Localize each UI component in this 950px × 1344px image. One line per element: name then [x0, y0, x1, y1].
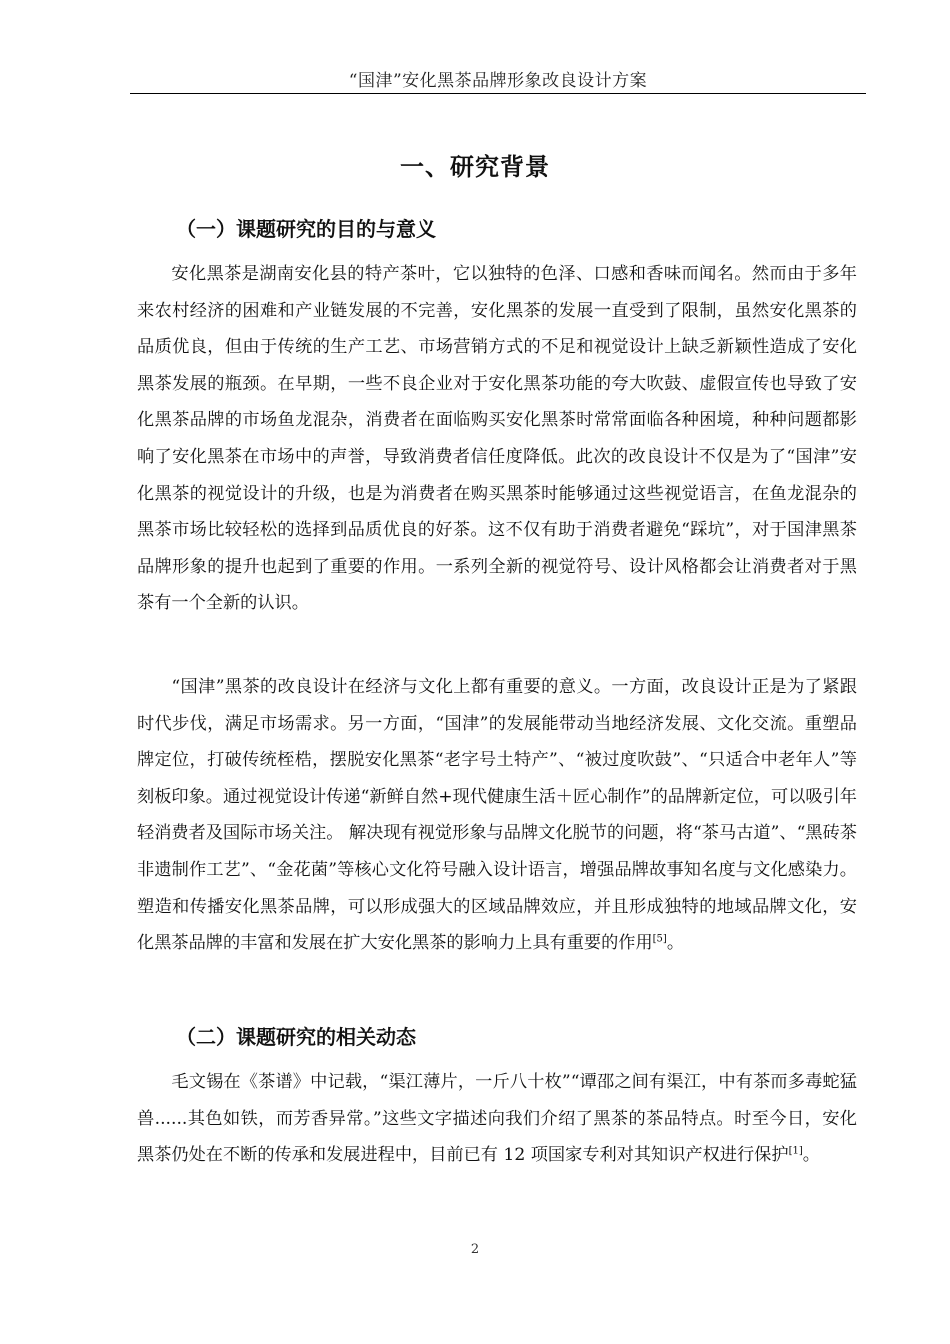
- page-number: 2: [470, 1242, 480, 1257]
- body-paragraph-2-text: “国津”黑茶的改良设计在经济与文化上都有重要的意义。一方面，改良设计正是为了紧跟时代步伐，满足市场需求。另一方面，“国津”的发展能带动当地经济发展、文化交流。重塑品牌定位，打破传统桎梏，摆脱安化黑茶“老字号土特产”、“被过度吹鼓”、“只适合中老年人”等刻板印象。通过视觉设计传递“新鲜自然+现代健康生活＋匠心制作”的品牌新定位，可以吸引年轻消费者及国际市场关注。 解决现有视觉形象与品牌文化脱节的问题，将“茶马古道”、“黑砖茶非遗制作工艺”、“金花菌”等核心文化符号融入设计语言，增强品牌故事知名度与文化感染力。塑造和传播安化黑茶品牌，可以形成强大的区域品牌效应，并且形成独特的地域品牌文化，安化黑茶品牌的丰富和发展在扩大安化黑茶的影响力上具有重要的作用: [137, 677, 857, 954]
- header-rule: [130, 93, 866, 94]
- body-paragraph-3-end: 。: [802, 1145, 820, 1166]
- citation-ref-1[interactable]: [1]: [788, 1145, 803, 1157]
- running-header: “国津”安化黑茶品牌形象改良设计方案: [348, 71, 648, 91]
- body-paragraph-2-end: 。: [666, 933, 685, 954]
- citation-ref-5[interactable]: [5]: [652, 933, 667, 945]
- section-heading-2: （二）课题研究的相关动态: [176, 1025, 416, 1049]
- chapter-title: 一、研究背景: [400, 153, 550, 181]
- body-paragraph-1: 安化黑茶是湖南安化县的特产茶叶，它以独特的色泽、口感和香味而闻名。然而由于多年来农村经济的困难和产业链发展的不完善，安化黑茶的发展一直受到了限制，虽然安化黑茶的品质优良，但由于传统的生产工艺、市场营销方式的不足和视觉设计上缺乏新颖性造成了安化黑茶发展的瓶颈。在早期，一些不良企业对于安化黑茶功能的夸大吹鼓、虚假宣传也导致了安化黑茶品牌的市场鱼龙混杂，消费者在面临购买安化黑茶时常常面临各种困境，种种问题都影响了安化黑茶在市场中的声誉，导致消费者信任度降低。此次的改良设计不仅是为了“国津”安化黑茶的视觉设计的升级，也是为消费者在购买黑茶时能够通过这些视觉语言，在鱼龙混杂的黑茶市场比较轻松的选择到品质优良的好茶。这不仅有助于消费者避免“踩坑”，对于国津黑茶品牌形象的提升也起到了重要的作用。一系列全新的视觉符号、设计风格都会让消费者对于黑茶有一个全新的认识。: [137, 264, 857, 614]
- body-paragraph-2: [137, 669, 857, 962]
- section-heading-1: （一）课题研究的目的与意义: [176, 217, 436, 241]
- body-paragraph-3: [137, 1064, 857, 1174]
- body-paragraph-3-text: 毛文锡在《茶谱》中记载，“渠江薄片，一斤八十枚”“谭邵之间有渠江，中有茶而多毒蛇猛兽......其色如铁，而芳香异常。”这些文字描述向我们介绍了黑茶的茶品特点。时至今日，安化黑茶仍处在不断的传承和发展进程中，目前已有 12 项国家专利对其知识产权进行保护: [137, 1072, 857, 1166]
